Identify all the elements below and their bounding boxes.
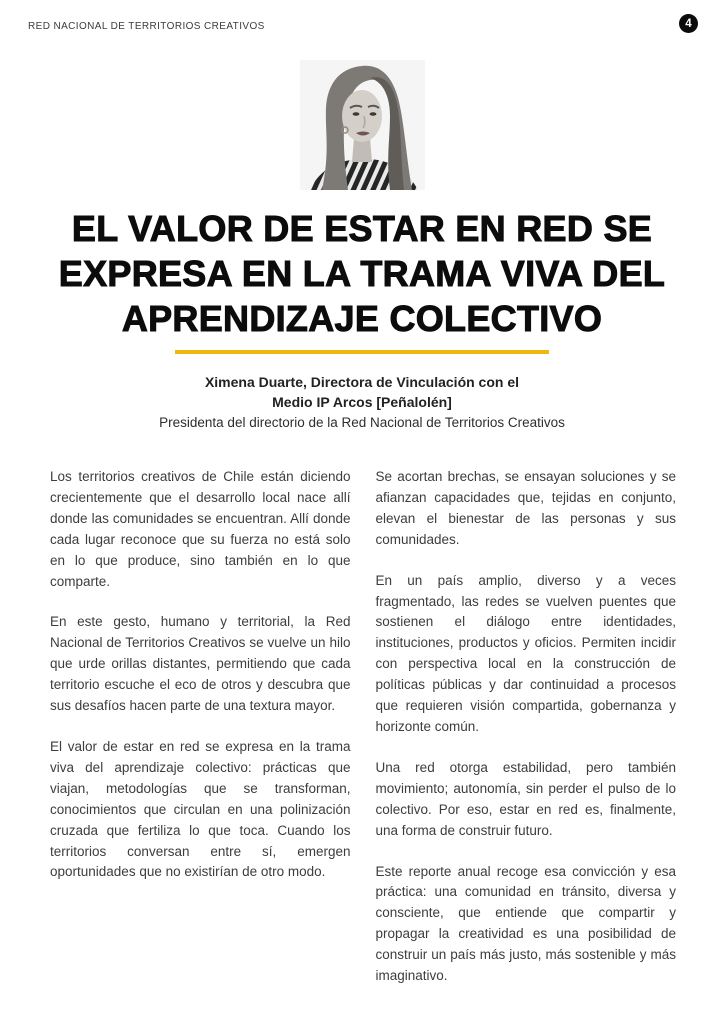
paragraph: En este gesto, humano y territorial, la Red Nacional de Territorios Creativos se vuelve un hilo que urde orillas distantes, permitiendo que cada territorio escuche el eco de otros y descubra que sus desafíos hacen parte de una textura mayor. — [50, 614, 351, 714]
title-divider — [175, 350, 549, 354]
running-head: RED NACIONAL DE TERRITORIOS CREATIVOS — [28, 21, 265, 32]
byline-author-line2: Medio IP Arcos [Peñalolén] — [272, 394, 452, 410]
portrait-photo-illustration — [300, 60, 425, 190]
title-line: EXPRESA EN LA TRAMA VIVA DEL — [58, 253, 666, 294]
page-number-badge — [679, 14, 698, 33]
byline-role: Presidenta del directorio de la Red Nacional de Territorios Creativos — [159, 415, 565, 430]
page-header — [0, 0, 724, 33]
page-number: 4 — [685, 17, 692, 30]
paragraph: Se acortan brechas, se ensayan soluciones y se afianzan capacidades que, tejidas en conjunto, elevan el bienestar de las personas y sus comunidades. — [375, 469, 676, 547]
byline — [0, 372, 724, 433]
paragraph: Los territorios creativos de Chile están diciendo crecientemente que el desarrollo local nace allí donde las comunidades se encuentran. Allí donde cada lugar reconoce que su fuerza no está solo en lo que produce, sino también en lo que comparte. — [50, 469, 351, 589]
article-title — [20, 206, 704, 341]
portrait-photo — [300, 60, 425, 190]
title-line: APRENDIZAJE COLECTIVO — [121, 298, 603, 339]
paragraph: Una red otorga estabilidad, pero también movimiento; autonomía, sin perder el pulso de lo colectivo. Por eso, estar en red es, finalmente, una forma de construir futuro. — [375, 759, 676, 838]
left-column — [50, 467, 351, 987]
byline-author — [0, 372, 724, 412]
paragraph: El valor de estar en red se expresa en la trama viva del aprendizaje colectivo: prácticas que viajan, metodologías que se transforman, conocimientos que circulan en una polinización cruzada que fertiliza lo que toca. Cuando los territorios conversan entre sí, emergen oportunidades que no existirían de otro modo. — [50, 738, 351, 880]
paragraph: En un país amplio, diverso y a veces fragmentado, las redes se vuelven puentes que sostienen el diálogo entre identidades, instituciones, productos y oficios. Permiten incidir con perspectiva local en la construcción de políticas públicas y dar continuidad a procesos que requieren visión compartida, gobernanza y horizonte común. — [375, 572, 676, 734]
title-line: EL VALOR DE ESTAR EN RED SE — [71, 208, 653, 249]
paragraph: Este reporte anual recoge esa convicción y esa práctica: una comunidad en tránsito, diversa y consciente, que entiende que compartir y propagar la creatividad es una posibilidad de construir un país más justo, más sostenible y más imaginativo. — [375, 863, 676, 984]
article-body — [0, 467, 724, 987]
right-column — [376, 467, 677, 987]
byline-author-line1: Ximena Duarte, Directora de Vinculación con el — [204, 374, 520, 390]
